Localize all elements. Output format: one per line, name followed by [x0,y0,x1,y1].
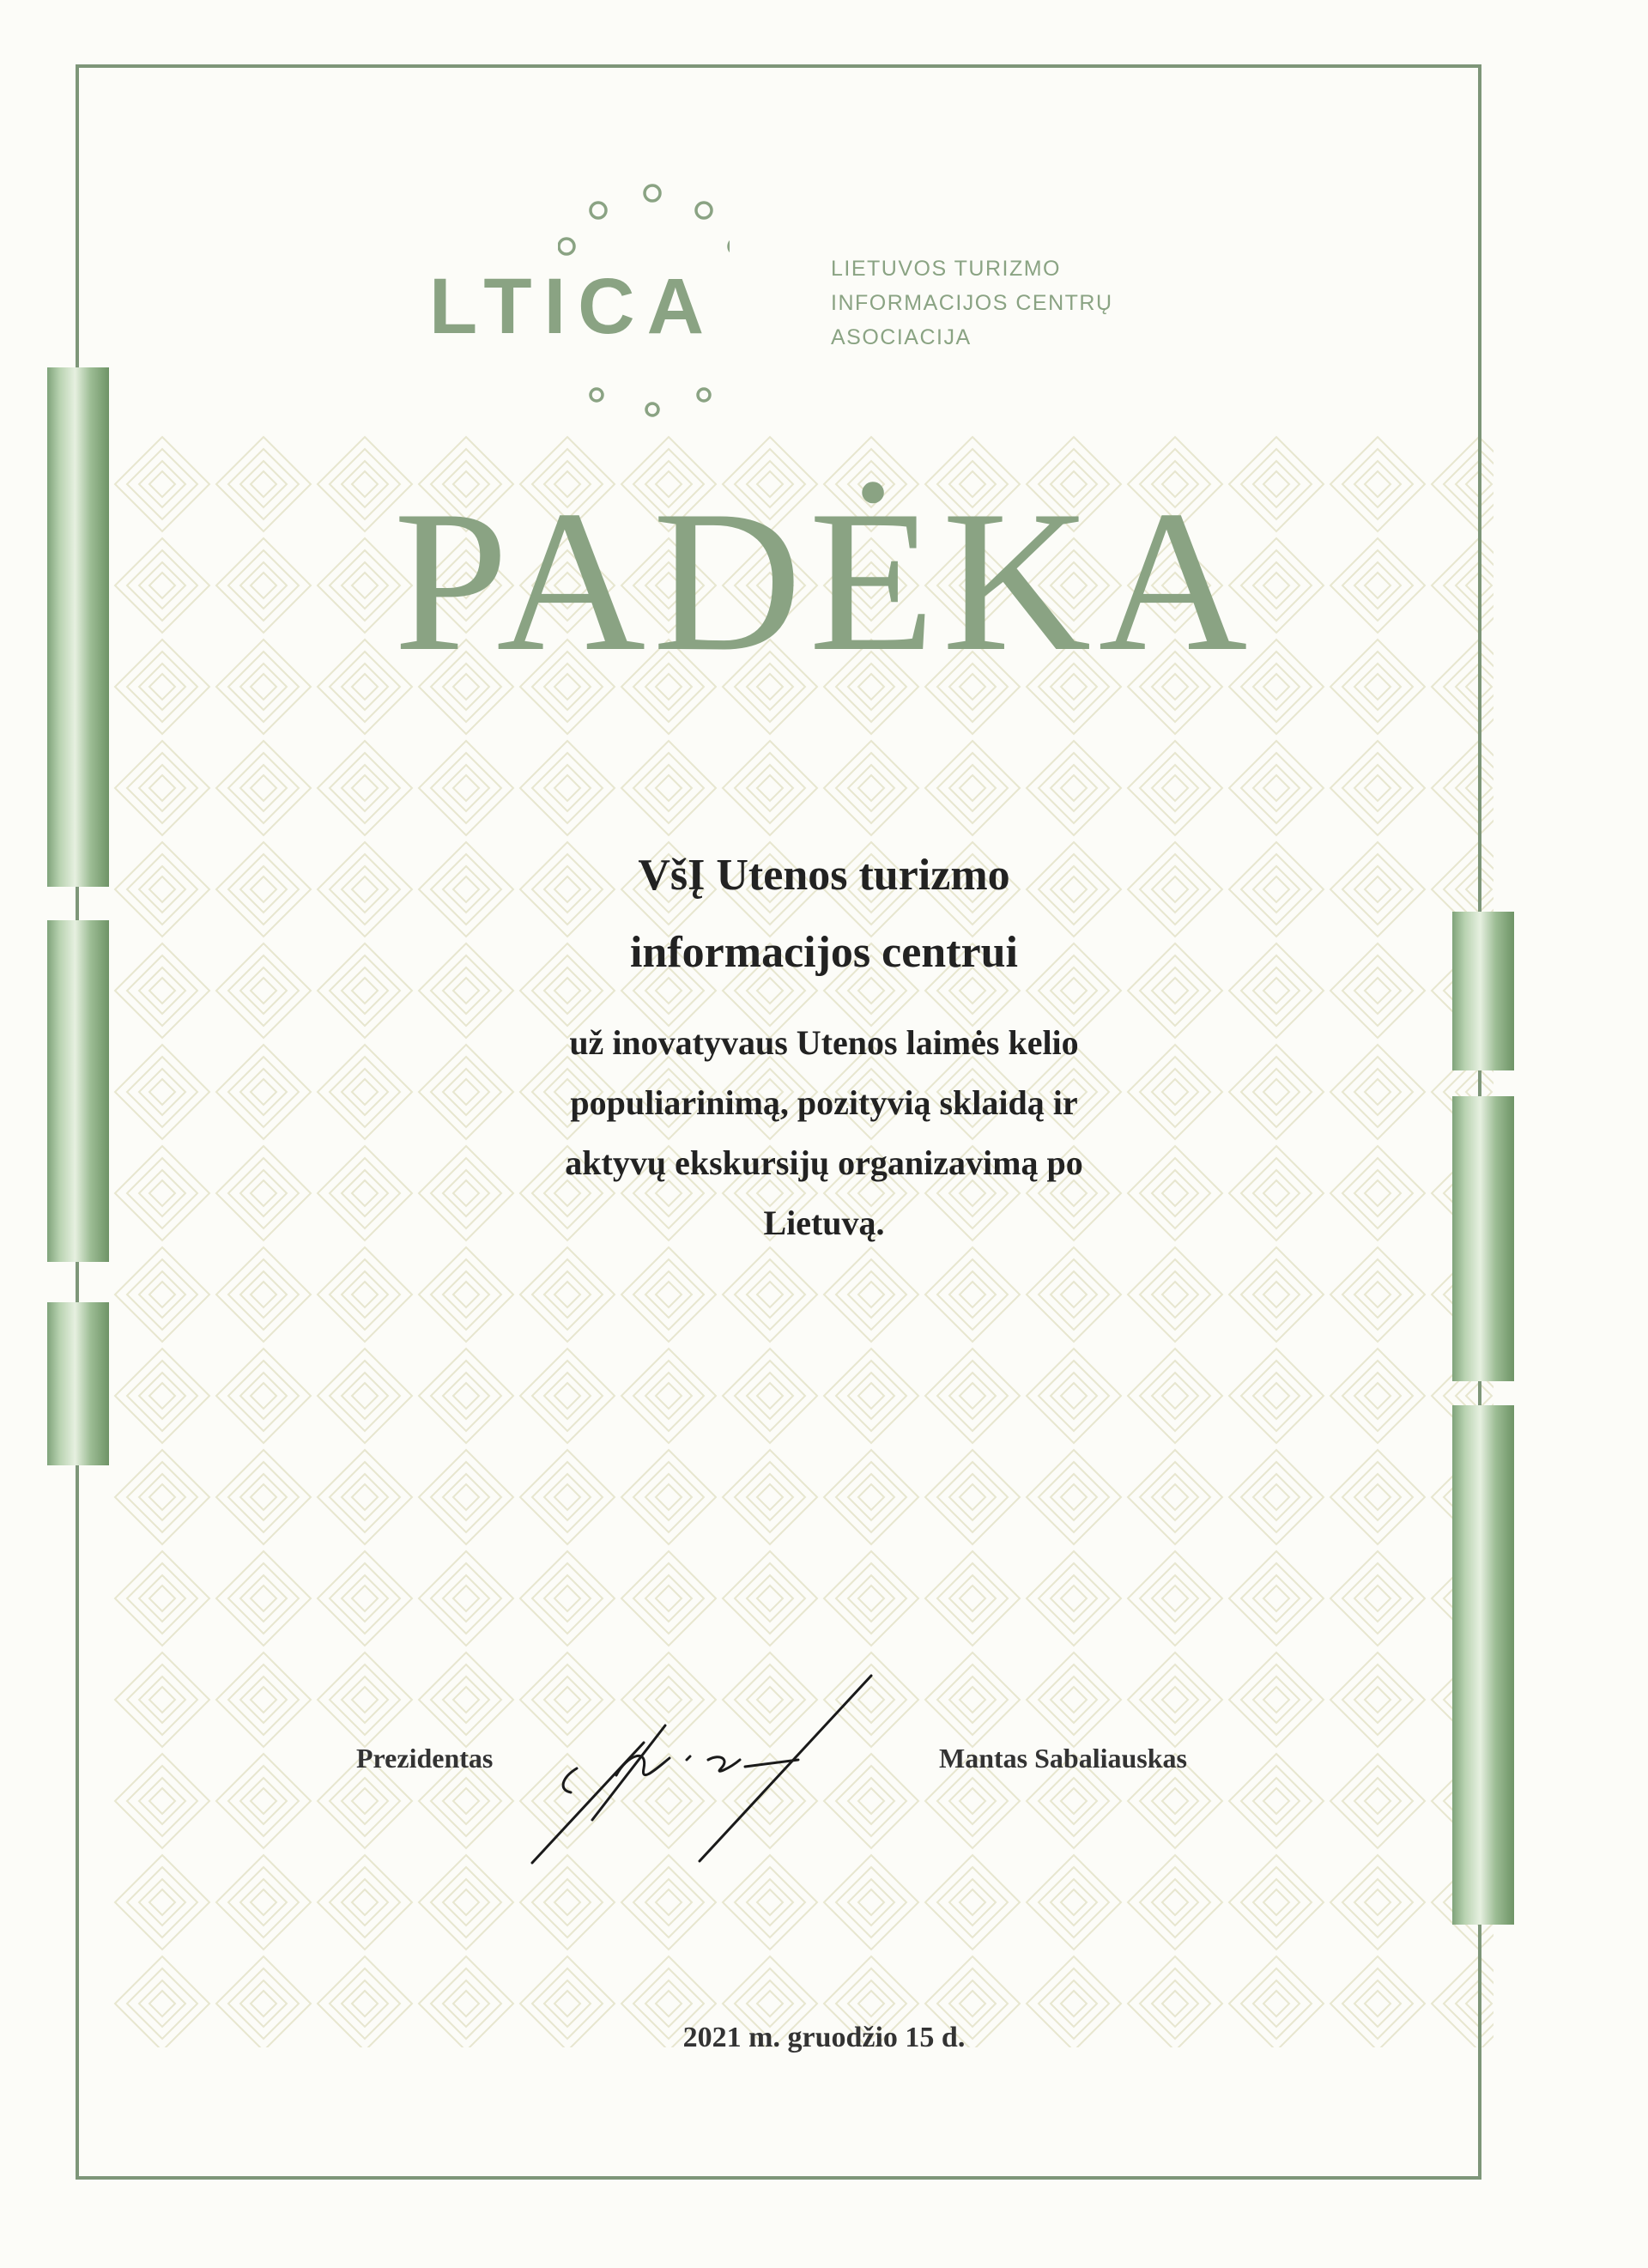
reason-line: populiarinimą, pozityvią sklaidą ir [570,1083,1078,1122]
handwritten-signature [515,1674,876,1871]
award-reason [0,1013,1648,1253]
logo-wordmark: LTICA [429,263,717,350]
logo-subtitle [831,252,1113,355]
reason-line: Lietuvą. [763,1204,885,1242]
logo-subtitle-line: INFORMACIJOS CENTRŲ [831,291,1113,315]
certificate-title: PADĖKA [393,470,1255,694]
signatory-role: Prezidentas [356,1743,494,1774]
signatory-name: Mantas Sabaliauskas [939,1743,1187,1774]
logo-subtitle-line: ASOCIACIJA [831,325,972,349]
issue-date: 2021 m. gruodžio 15 d. [682,2022,966,2053]
recipient-line: VšĮ Utenos turizmo [638,851,1010,900]
decorative-tab-right-3 [1452,1405,1514,1925]
ltica-logo [429,176,1159,434]
recipient-name [0,837,1648,991]
recipient-line: informacijos centrui [629,928,1018,977]
reason-line: už inovatyvaus Utenos laimės kelio [569,1023,1079,1062]
decorative-tab-left-3 [47,1302,109,1465]
logo-subtitle-line: LIETUVOS TURIZMO [831,257,1062,281]
reason-line: aktyvų ekskursijų organizavimą po [565,1143,1083,1182]
